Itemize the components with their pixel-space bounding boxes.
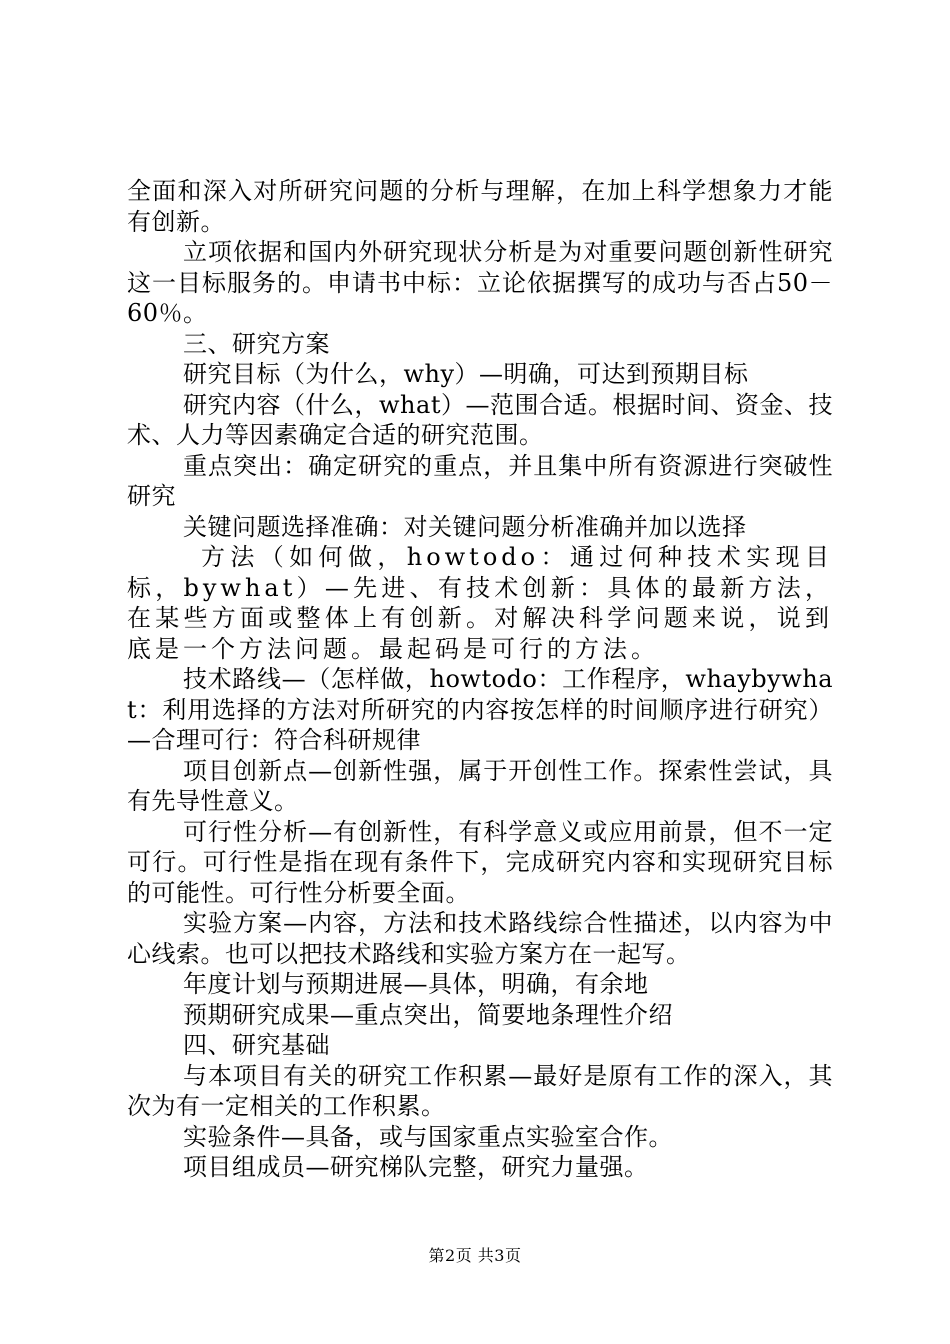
paragraph-basis: 立项依据和国内外研究现状分析是为对重要问题创新性研究这一目标服务的。申请书中标：立论依据撰写的成功与否占50－60％。 xyxy=(127,238,833,327)
paragraph-technical-route: 技术路线—（怎样做，howtodo：工作程序，whaybywhat：利用选择的方法对所研究的内容按怎样的时间顺序进行研究）—合理可行：符合科研规律 xyxy=(127,665,833,754)
section-heading-research-plan: 三、研究方案 xyxy=(183,329,330,358)
paragraph-feasibility: 可行性分析—有创新性，有科学意义或应用前景，但不一定可行。可行性是指在现有条件下，完成研究内容和实现研究目标的可能性。可行性分析要全面。 xyxy=(127,817,833,907)
document-body xyxy=(127,176,833,1183)
paragraph-research-content: 研究内容（什么，what）—范围合适。根据时间、资金、技术、人力等因素确定合适的研究范围。 xyxy=(127,390,833,449)
paragraph-prior-work: 与本项目有关的研究工作积累—最好是原有工作的深入，其次为有一定相关的工作积累。 xyxy=(127,1061,833,1120)
paragraph-innovation: 项目创新点—创新性强，属于开创性工作。探索性尝试，具有先导性意义。 xyxy=(127,756,833,815)
paragraph-methods: 方法（如何做，howtodo：通过何种技术实现目标，bywhat）—先进、有技术创新：具体的最新方法，在某些方面或整体上有创新。对解决科学问题来说，说到底是一个方法问题。最起码是可行的方法。 xyxy=(127,543,833,663)
paragraph-experiment-plan: 实验方案—内容，方法和技术路线综合性描述，以内容为中心线索。也可以把技术路线和实验方案方在一起写。 xyxy=(127,909,833,968)
paragraph-lab-conditions: 实验条件—具备，或与国家重点实验室合作。 xyxy=(183,1122,673,1151)
paragraph-team-members: 项目组成员—研究梯队完整，研究力量强。 xyxy=(183,1153,649,1181)
paragraph-key-focus: 重点突出：确定研究的重点，并且集中所有资源进行突破性研究 xyxy=(127,451,833,510)
page-number-footer: 第2页 共3页 xyxy=(428,1246,522,1265)
section-heading-research-basis: 四、研究基础 xyxy=(183,1031,330,1059)
paragraph-expected-results: 预期研究成果—重点突出，简要地条理性介绍 xyxy=(183,1000,673,1029)
paragraph-key-problems: 关键问题选择准确：对关键问题分析准确并加以选择 xyxy=(183,512,747,541)
paragraph-research-goal: 研究目标（为什么，why）—明确，可达到预期目标 xyxy=(183,360,749,388)
paragraph-annual-plan: 年度计划与预期进展—具体，明确，有余地 xyxy=(183,970,649,998)
paragraph-continuation: 全面和深入对所研究问题的分析与理解，在加上科学想象力才能有创新。 xyxy=(127,177,833,236)
